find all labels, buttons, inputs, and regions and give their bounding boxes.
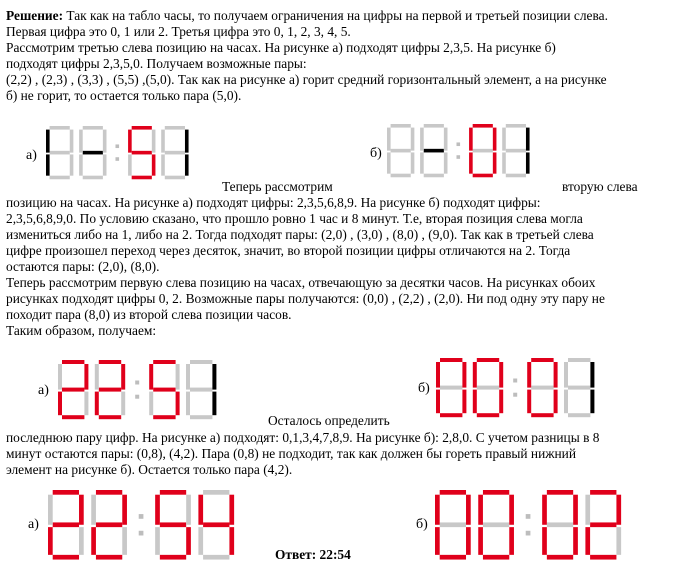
- segment-g: [190, 388, 212, 392]
- segment-d: [477, 413, 499, 417]
- segment-b: [444, 128, 448, 151]
- segment-c: [616, 527, 621, 555]
- segment-c: [122, 527, 127, 555]
- segment-c: [573, 527, 578, 555]
- segment-e: [387, 152, 391, 173]
- clock-display-b-row1: [387, 124, 555, 182]
- digit: [128, 126, 155, 179]
- digit: [435, 490, 471, 560]
- segment-e: [149, 392, 153, 416]
- segment-d: [160, 555, 186, 560]
- digit: [58, 360, 88, 419]
- segment-b: [616, 495, 621, 525]
- segment-a: [568, 358, 590, 362]
- segment-e: [161, 154, 165, 175]
- segment-d: [473, 174, 493, 178]
- segment-d: [424, 174, 444, 178]
- text-line: Первая цифра это 0, 1 или 2. Третья цифра это 0, 1, 2, 3, 4, 5.: [6, 24, 351, 39]
- segment-d: [83, 176, 103, 180]
- digit: [527, 358, 557, 417]
- segment-d: [547, 555, 573, 560]
- segment-a: [547, 490, 573, 495]
- text-line: последнюю пару цифр. На рисунке а) подходят: 0,1,3,4,7,8,9. На рисунке б): 2,8,0. С учетом разницы в 8: [6, 430, 600, 445]
- segment-f: [478, 495, 483, 525]
- text-line: Теперь рассмотрим первую слева позицию на часах, отвечающую за десятки часов. На рисунках обоих: [6, 275, 596, 290]
- text-line: минут остаются пары: (0,8), (4,2). Пара (0,8) не подходит, так как должен бы гореть правый нижний: [6, 446, 576, 461]
- segment-d: [96, 555, 122, 560]
- digit: [478, 490, 514, 560]
- segment-e: [91, 527, 96, 555]
- colon-dot: [513, 378, 517, 382]
- segment-c: [466, 527, 471, 555]
- segment-b: [526, 128, 530, 151]
- segment-b: [590, 362, 594, 388]
- segment-a: [531, 358, 553, 362]
- segment-b: [84, 364, 88, 390]
- segment-e: [79, 154, 83, 175]
- segment-g: [53, 522, 79, 527]
- segment-g: [96, 522, 122, 527]
- colon-dot: [115, 157, 119, 161]
- segment-g: [547, 522, 573, 527]
- segment-a: [83, 126, 103, 130]
- label-a: а): [38, 383, 49, 398]
- segment-g: [568, 386, 590, 390]
- segment-d: [99, 415, 121, 419]
- text-float: Осталось определить: [268, 413, 390, 428]
- segment-b: [493, 128, 497, 151]
- segment-e: [585, 527, 590, 555]
- segment-b: [70, 130, 74, 153]
- digit: [542, 490, 578, 560]
- clock-display-a-row2: [58, 360, 264, 424]
- segment-a: [391, 124, 411, 128]
- segment-a: [424, 124, 444, 128]
- segment-g: [99, 388, 121, 392]
- digit: [387, 124, 414, 177]
- clock-display-b-row2: [436, 358, 642, 422]
- segment-b: [509, 495, 514, 525]
- digit: [473, 358, 503, 417]
- segment-g: [424, 149, 444, 153]
- segment-a: [153, 360, 175, 364]
- segment-c: [186, 527, 191, 555]
- segment-b: [554, 362, 558, 388]
- segment-c: [84, 392, 88, 416]
- segment-f: [48, 495, 53, 525]
- segment-a: [165, 126, 185, 130]
- digit: [155, 490, 191, 560]
- segment-e: [478, 527, 483, 555]
- segment-g: [590, 522, 616, 527]
- segment-f: [95, 364, 99, 390]
- label-b: б): [418, 381, 430, 396]
- segment-c: [554, 390, 558, 414]
- segment-e: [436, 390, 440, 414]
- segment-e: [95, 392, 99, 416]
- segment-f: [186, 364, 190, 390]
- segment-f: [542, 495, 547, 525]
- text-line: Таким образом, получаем:: [6, 323, 157, 338]
- segment-c: [79, 527, 84, 555]
- digit: [564, 358, 594, 417]
- digit: [79, 126, 106, 179]
- text-line: подходят цифры 2,3,5,0. Получаем возможные пары:: [6, 56, 307, 71]
- label-a: а): [26, 148, 37, 163]
- segment-b: [462, 362, 466, 388]
- segment-f: [564, 362, 568, 388]
- segment-d: [53, 555, 79, 560]
- segment-g: [531, 386, 553, 390]
- digit: [420, 124, 447, 177]
- segment-e: [502, 152, 506, 173]
- segment-b: [121, 364, 125, 390]
- segment-g: [153, 388, 175, 392]
- segment-e: [527, 390, 531, 414]
- text-line: измениться либо на 1, либо на 2. Тогда подходят пары: (2,0) , (3,0) , (8,0) , (9,0). Так как в третьей слева: [6, 227, 594, 242]
- segment-c: [499, 390, 503, 414]
- segment-d: [590, 555, 616, 560]
- segment-g: [132, 151, 152, 155]
- segment-b: [122, 495, 127, 525]
- segment-d: [203, 555, 229, 560]
- segment-c: [103, 154, 107, 175]
- segment-g: [391, 149, 411, 153]
- segment-c: [121, 392, 125, 416]
- label-a: а): [28, 517, 39, 532]
- segment-f: [473, 362, 477, 388]
- segment-a: [190, 360, 212, 364]
- segment-f: [91, 495, 96, 525]
- segment-g: [473, 149, 493, 153]
- segment-a: [506, 124, 526, 128]
- segment-a: [96, 490, 122, 495]
- text-line: (2,2) , (2,3) , (3,3) , (5,5) ,(5,0). Так как на рисунке а) горит средний горизонтальный элемент, а на рисунке: [6, 72, 607, 87]
- segment-a: [99, 360, 121, 364]
- segment-d: [391, 174, 411, 178]
- segment-c: [493, 152, 497, 173]
- segment-c: [185, 154, 189, 175]
- segment-g: [203, 522, 229, 527]
- segment-e: [48, 527, 53, 555]
- clock-display-a-row1: [46, 126, 214, 184]
- digit: [48, 490, 84, 560]
- segment-e: [435, 527, 440, 555]
- segment-g: [440, 386, 462, 390]
- digit: [149, 360, 179, 419]
- segment-f: [128, 130, 132, 153]
- segment-e: [128, 154, 132, 175]
- segment-c: [462, 390, 466, 414]
- label-b: б): [416, 517, 428, 532]
- segment-d: [50, 176, 70, 180]
- answer: Ответ: 22:54: [275, 547, 351, 562]
- text-float: вторую слева: [562, 179, 638, 194]
- segment-f: [58, 364, 62, 390]
- segment-f: [149, 364, 153, 390]
- segment-g: [506, 149, 526, 153]
- segment-b: [186, 495, 191, 525]
- colon-dot: [456, 142, 460, 146]
- segment-b: [229, 495, 234, 525]
- segment-e: [155, 527, 160, 555]
- segment-e: [564, 390, 568, 414]
- segment-f: [435, 495, 440, 525]
- segment-f: [436, 362, 440, 388]
- colon-dot: [135, 380, 139, 384]
- colon-dot: [139, 514, 144, 519]
- segment-f: [79, 130, 83, 153]
- segment-c: [152, 154, 156, 175]
- segment-b: [79, 495, 84, 525]
- segment-g: [83, 151, 103, 155]
- digit: [161, 126, 188, 179]
- segment-d: [440, 555, 466, 560]
- segment-f: [469, 128, 473, 151]
- digit: [585, 490, 621, 560]
- segment-b: [176, 364, 180, 390]
- segment-a: [477, 358, 499, 362]
- colon-dot: [526, 531, 531, 536]
- segment-c: [229, 527, 234, 555]
- digit: [91, 490, 127, 560]
- segment-a: [440, 358, 462, 362]
- segment-g: [62, 388, 84, 392]
- segment-c: [444, 152, 448, 173]
- segment-e: [46, 154, 50, 175]
- segment-c: [526, 152, 530, 173]
- clock-display-b-row3: [435, 490, 659, 566]
- segment-e: [473, 390, 477, 414]
- segment-b: [573, 495, 578, 525]
- clock-display-a-row3: [48, 490, 272, 566]
- digit: [46, 126, 73, 179]
- colon-dot: [456, 155, 460, 159]
- segment-g: [165, 151, 185, 155]
- segment-d: [153, 415, 175, 419]
- segment-g: [440, 522, 466, 527]
- label-b: б): [370, 146, 382, 161]
- digit: [469, 124, 496, 177]
- segment-e: [542, 527, 547, 555]
- segment-a: [160, 490, 186, 495]
- colon-dot: [526, 514, 531, 519]
- text-line: рисунках подходят цифры 0, 2. Возможные пары получаются: (0,0) , (2,2) , (2,0). Ни под одну эту пару не: [6, 291, 605, 306]
- segment-d: [531, 413, 553, 417]
- text-line: элемент на рисунке б). Остается только пара (4,2).: [6, 462, 293, 477]
- segment-c: [212, 392, 216, 416]
- colon-dot: [139, 531, 144, 536]
- text-line: 2,3,5,6,8,9,0. По условию сказано, что прошло ровно 1 час и 8 минут. Т.е, вторая позиция слева могла: [6, 211, 583, 226]
- segment-f: [198, 495, 203, 525]
- segment-f: [155, 495, 160, 525]
- text-line: б) не горит, то остается только пара (5,0).: [6, 88, 242, 103]
- segment-a: [50, 126, 70, 130]
- segment-f: [585, 495, 590, 525]
- segment-d: [483, 555, 509, 560]
- solution-lead: Решение:: [6, 8, 64, 23]
- colon-dot: [115, 144, 119, 148]
- segment-a: [483, 490, 509, 495]
- segment-c: [176, 392, 180, 416]
- digit: [436, 358, 466, 417]
- text-line: позицию на часах. На рисунке а) подходят цифры: 2,3,5,6,8,9. На рисунке б) подходят цифры:: [6, 195, 541, 210]
- segment-c: [590, 390, 594, 414]
- segment-b: [103, 130, 107, 153]
- segment-a: [132, 126, 152, 130]
- segment-f: [502, 128, 506, 151]
- segment-a: [440, 490, 466, 495]
- segment-d: [506, 174, 526, 178]
- digit: [502, 124, 529, 177]
- segment-e: [420, 152, 424, 173]
- segment-a: [473, 124, 493, 128]
- digit: [198, 490, 234, 560]
- segment-a: [590, 490, 616, 495]
- solution-line-1: Решение: Так как на табло часы, то получаем ограничения на цифры на первой и третьей позиции слева.: [6, 8, 608, 23]
- text-line: походит пара (8,0) из второй слева позиции часов.: [6, 307, 292, 322]
- segment-a: [203, 490, 229, 495]
- text-line: Рассмотрим третью слева позицию на часах. На рисунке а) подходят цифры 2,3,5. На рисунке б): [6, 40, 556, 55]
- colon-dot: [135, 395, 139, 399]
- segment-f: [387, 128, 391, 151]
- text-float: Теперь рассмотрим: [222, 179, 333, 194]
- segment-e: [198, 527, 203, 555]
- segment-c: [70, 154, 74, 175]
- segment-a: [62, 360, 84, 364]
- segment-f: [420, 128, 424, 151]
- segment-d: [62, 415, 84, 419]
- segment-d: [132, 176, 152, 180]
- segment-g: [160, 522, 186, 527]
- segment-b: [466, 495, 471, 525]
- segment-g: [50, 151, 70, 155]
- segment-a: [53, 490, 79, 495]
- colon-dot: [513, 393, 517, 397]
- segment-d: [190, 415, 212, 419]
- segment-c: [411, 152, 415, 173]
- segment-b: [499, 362, 503, 388]
- digit: [95, 360, 125, 419]
- segment-g: [477, 386, 499, 390]
- segment-b: [411, 128, 415, 151]
- segment-c: [509, 527, 514, 555]
- segment-b: [185, 130, 189, 153]
- segment-d: [568, 413, 590, 417]
- segment-e: [469, 152, 473, 173]
- segment-f: [46, 130, 50, 153]
- text-line: цифре произошел переход через десяток, значит, во второй позиции цифры отличаются на 2. Тогда: [6, 243, 571, 258]
- segment-f: [527, 362, 531, 388]
- digit: [186, 360, 216, 419]
- segment-e: [58, 392, 62, 416]
- segment-e: [186, 392, 190, 416]
- segment-b: [212, 364, 216, 390]
- segment-g: [483, 522, 509, 527]
- text-line: остаются пары: (2,0), (8,0).: [6, 259, 160, 274]
- segment-d: [165, 176, 185, 180]
- segment-b: [152, 130, 156, 153]
- segment-d: [440, 413, 462, 417]
- segment-f: [161, 130, 165, 153]
